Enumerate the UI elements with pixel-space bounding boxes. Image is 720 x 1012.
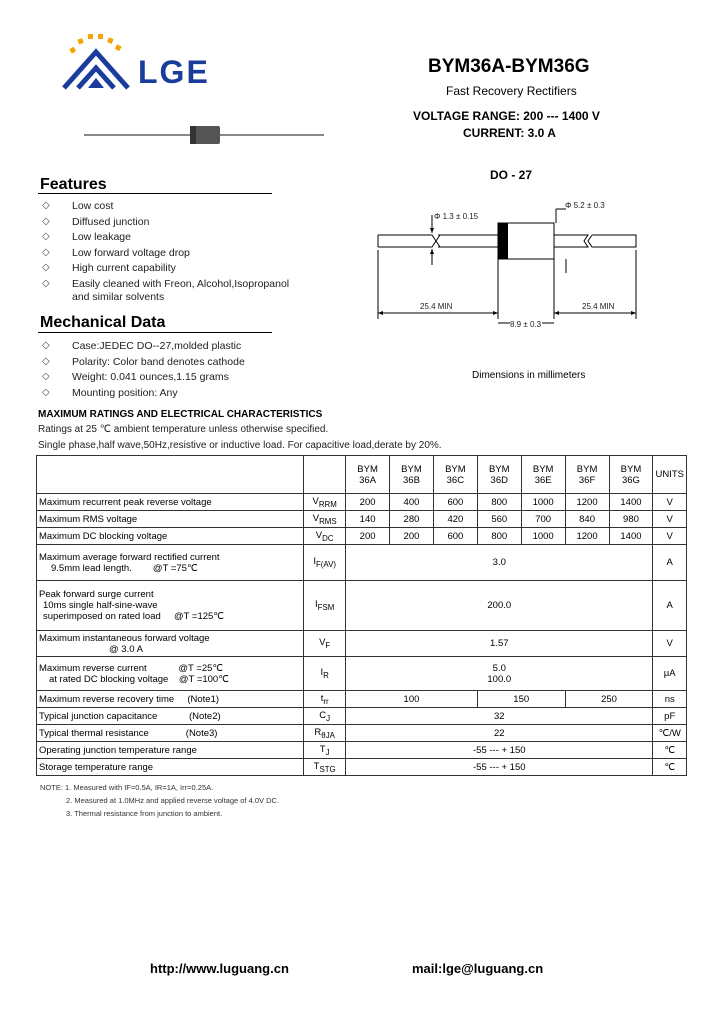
table-row: Maximum reverse current @T =25℃ at rated DC blocking voltage @T =100℃ $I_R$ 5.0 100.0 μA	[37, 657, 687, 691]
package-outline-diagram	[370, 195, 650, 335]
features-list	[42, 200, 342, 304]
dim-body-length: 8.9 ± 0.3	[510, 320, 542, 329]
list-item: ◇ Weight: 0.041 ounces,1.15 grams	[42, 371, 229, 383]
dim-lead-length-right: 25.4 MIN	[582, 302, 615, 311]
diamond-bullet-icon: ◇	[42, 262, 50, 273]
ratings-note-1: Ratings at 25 ℃ ambient temperature unless otherwise specified.	[38, 424, 329, 435]
list-item: ◇ Diffused junction	[42, 215, 150, 228]
mechanical-list	[42, 340, 342, 402]
col-header-g: BYM 36G	[609, 456, 653, 494]
diamond-bullet-icon: ◇	[42, 231, 50, 242]
col-header-e: BYM 36E	[521, 456, 565, 494]
list-item: ◇ Low leakage	[42, 231, 131, 243]
diamond-bullet-icon: ◇	[42, 246, 50, 258]
ratings-note-2: Single phase,half wave,50Hz,resistive or inductive load. For capacitive load,derate by 20%.	[38, 440, 442, 451]
voltage-range: VOLTAGE RANGE: 200 --- 1400 V	[413, 109, 600, 123]
diamond-bullet-icon: ◇	[42, 340, 50, 351]
table-row: Maximum reverse recovery time (Note1) $t_{rr}$ 100 150 250 ns	[37, 691, 687, 708]
part-number: BYM36A-BYM36G	[428, 56, 590, 77]
list-item: ◇ Case:JEDEC DO--27,molded plastic	[42, 340, 242, 352]
table-row: Operating junction temperature range $T_J$ -55 --- + 150 ℃	[37, 742, 687, 759]
table-header-row	[37, 456, 687, 494]
dim-lead-length-left: 25.4 MIN	[420, 302, 453, 311]
diamond-bullet-icon: ◇	[42, 215, 50, 227]
diode-image	[84, 124, 324, 146]
header-blank-cell	[304, 456, 346, 494]
list-item: ◇ High current capability	[42, 262, 176, 274]
table-row: Peak forward surge current 10ms single half-sine-wave superimposed on rated load @T =125℃ $I_{FSM}$ 200.0 A	[37, 581, 687, 631]
table-row: Maximum instantaneous forward voltage @ 3.0 A $V_F$ 1.57 V	[37, 631, 687, 657]
dimensions-caption: Dimensions in millimeters	[472, 370, 586, 381]
diamond-bullet-icon: ◇	[42, 200, 50, 211]
logo-text: LGE	[138, 54, 210, 90]
note-2: 2. Measured at 1.0MHz and applied reverse voltage of 4.0V DC.	[66, 796, 280, 805]
table-row: Maximum recurrent peak reverse voltage $V_{RRM}$ 200 400 600 800 1000 1200 1400 V	[37, 494, 687, 511]
mechanical-title: Mechanical Data	[40, 314, 166, 331]
col-header-a: BYM 36A	[346, 456, 390, 494]
package-name: DO - 27	[490, 168, 533, 182]
product-subtitle: Fast Recovery Rectifiers	[446, 84, 577, 98]
diamond-bullet-icon: ◇	[42, 371, 50, 382]
features-underline	[38, 193, 272, 194]
lge-logo-icon	[58, 30, 138, 94]
table-row: Typical thermal resistance (Note3) $R_{\theta JA}$ 22 ℃/W	[37, 725, 687, 742]
list-item: ◇ Polarity: Color band denotes cathode	[42, 355, 245, 368]
ratings-table	[36, 455, 687, 776]
table-row: Storage temperature range $T_{STG}$ -55 --- + 150 ℃	[37, 759, 687, 776]
dim-body-diameter: Φ 5.2 ± 0.3	[565, 201, 605, 210]
table-row: Maximum average forward rectified current 9.5mm lead length. @T =75℃ $I_{F(AV)}$ 3.0 A	[37, 545, 687, 581]
note-1: NOTE: 1. Measured with IF=0.5A, IR=1A, Irr=0.25A.	[40, 783, 214, 792]
col-header-d: BYM 36D	[477, 456, 521, 494]
col-header-f: BYM 36F	[565, 456, 609, 494]
footer-email-link[interactable]: mail:lge@luguang.cn	[412, 961, 544, 976]
diamond-bullet-icon: ◇	[42, 386, 50, 398]
footer-website-link[interactable]: http://www.luguang.cn	[150, 961, 289, 976]
list-item: ◇ Mounting position: Any	[42, 386, 178, 399]
dim-lead-diameter: Φ 1.3 ± 0.15	[434, 212, 479, 221]
ratings-title: MAXIMUM RATINGS AND ELECTRICAL CHARACTERISTICS	[38, 409, 323, 420]
col-header-b: BYM 36B	[390, 456, 434, 494]
table-row: Maximum DC blocking voltage $V_{DC}$ 200 200 600 800 1000 1200 1400 V	[37, 528, 687, 545]
mechanical-underline	[38, 332, 272, 333]
current-rating: CURRENT: 3.0 A	[463, 126, 556, 140]
header-blank-cell	[37, 456, 304, 494]
list-item: ◇ Low cost	[42, 200, 114, 212]
diamond-bullet-icon: ◇	[42, 277, 50, 289]
col-header-c: BYM 36C	[433, 456, 477, 494]
units-header: UNITS	[653, 456, 687, 494]
note-3: 3. Thermal resistance from junction to ambient.	[66, 809, 223, 818]
table-row: Typical junction capacitance (Note2) $C_J$ 32 pF	[37, 708, 687, 725]
list-item: and similar solvents	[72, 290, 165, 303]
table-row: Maximum RMS voltage $V_{RMS}$ 140 280 420 560 700 840 980 V	[37, 511, 687, 528]
list-item: ◇ Easily cleaned with Freon, Alcohol,Isopropanol	[42, 277, 290, 290]
diamond-bullet-icon: ◇	[42, 355, 50, 367]
features-title: Features	[40, 176, 107, 193]
list-item: ◇ Low forward voltage drop	[42, 246, 190, 259]
